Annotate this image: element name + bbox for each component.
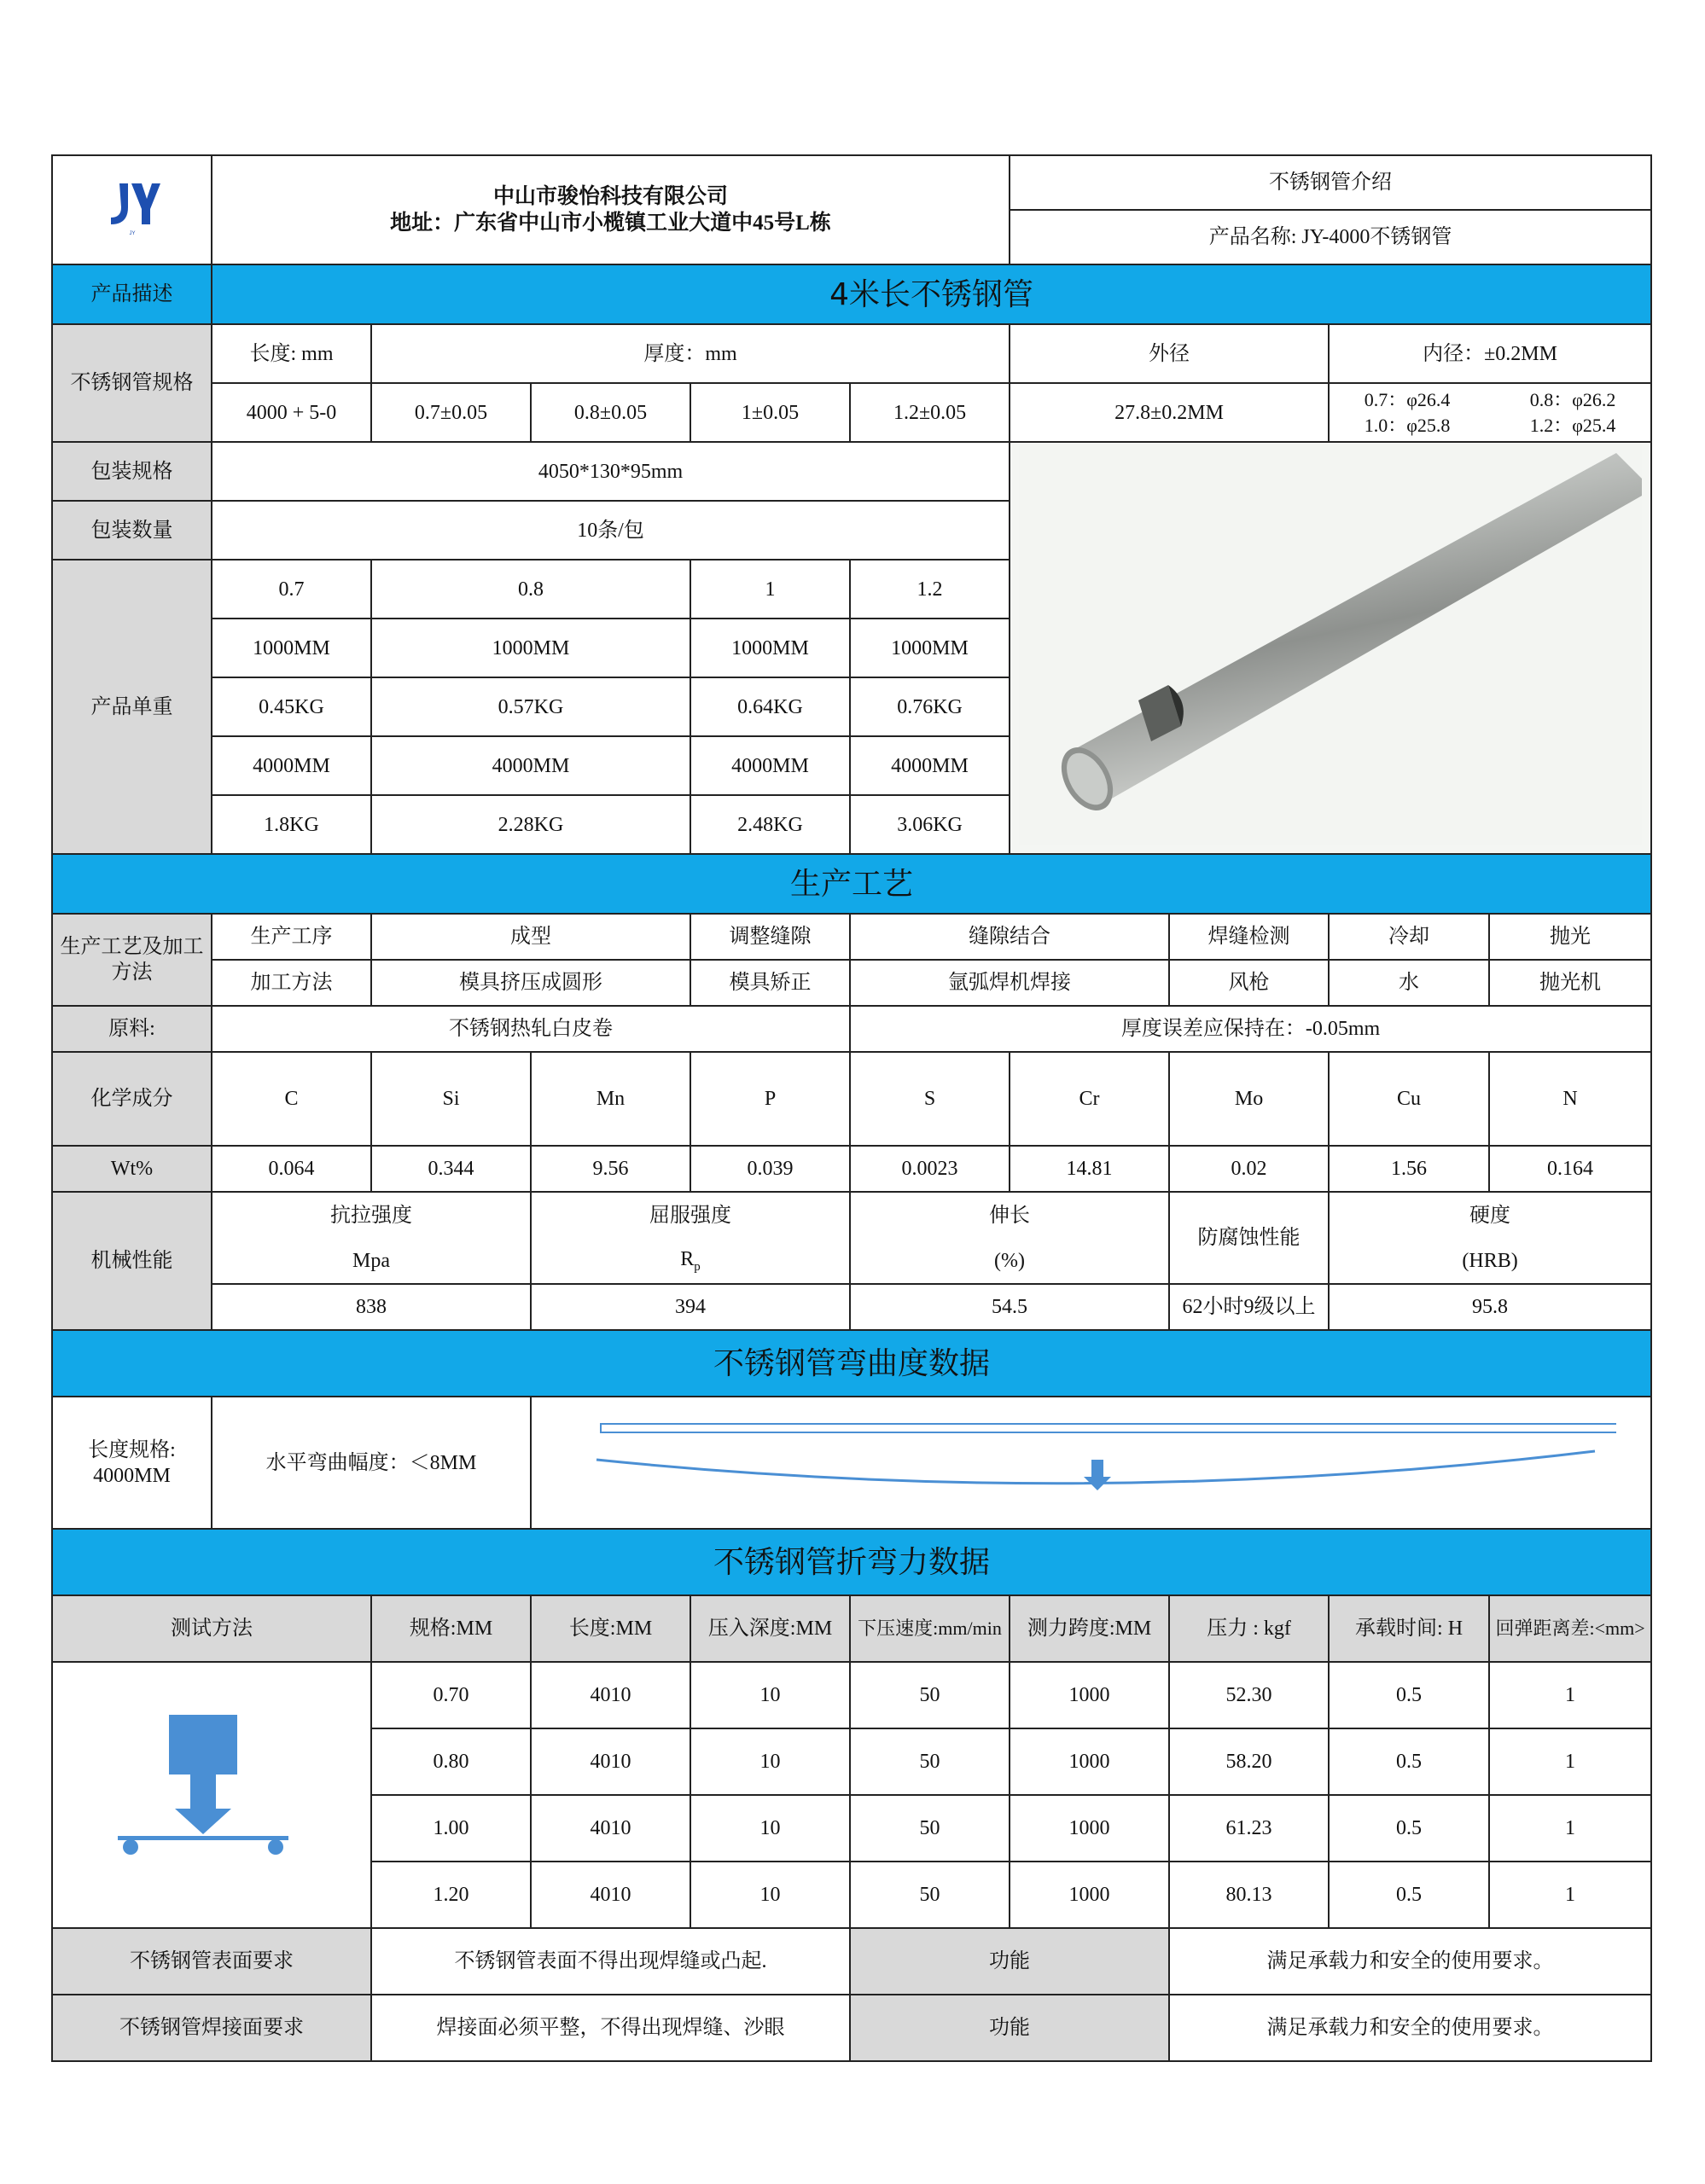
yield-unit-cell: $R_p$ [531, 1238, 850, 1284]
chem-element: Mo [1169, 1052, 1329, 1146]
weight-cell: 0.76KG [850, 677, 1010, 736]
fold-cell: 4010 [531, 1728, 690, 1795]
id-value: 1.0：φ25.8 [1364, 414, 1451, 436]
fold-cell: 1 [1489, 1728, 1651, 1795]
weight-cell: 0.7 [212, 560, 371, 619]
weight-cell: 4000MM [690, 736, 850, 795]
company-name: 中山市骏怡科技有限公司 [493, 184, 729, 208]
fold-cell: 80.13 [1169, 1862, 1329, 1928]
fold-cell: 1000 [1010, 1728, 1169, 1795]
desc-value: 4米长不锈钢管 [212, 264, 1651, 324]
fold-cell: 10 [690, 1662, 850, 1728]
fold-cell: 58.20 [1169, 1728, 1329, 1795]
wt-value: 0.344 [371, 1146, 531, 1192]
fold-header: 回弹距离差:<mm> [1489, 1595, 1651, 1662]
chem-element: Si [371, 1052, 531, 1146]
req-value: 焊接面必须平整，不得出现焊缝、沙眼 [371, 1995, 850, 2061]
material-value: 不锈钢热轧白皮卷 [212, 1006, 850, 1052]
company-header-cell [212, 155, 1010, 264]
req-label: 不锈钢管表面要求 [52, 1928, 371, 1995]
process-step: 成型 [371, 914, 690, 960]
pack-qty-label: 包装数量 [52, 501, 212, 560]
weight-cell: 0.64KG [690, 677, 850, 736]
test-method-diagram-cell [52, 1662, 371, 1928]
fold-cell: 1 [1489, 1662, 1651, 1728]
process-step: 生产工序 [212, 914, 371, 960]
mech-label: 机械性能 [52, 1192, 212, 1330]
fold-cell: 0.5 [1329, 1662, 1489, 1728]
tensile-value: 838 [212, 1284, 531, 1330]
process-step: 缝隙结合 [850, 914, 1169, 960]
wt-label: Wt% [52, 1146, 212, 1192]
weight-label: 产品单重 [52, 560, 212, 854]
thickness-value: 1±0.05 [690, 383, 850, 442]
fold-cell: 1.20 [371, 1862, 531, 1928]
fold-cell: 10 [690, 1795, 850, 1862]
wt-value: 1.56 [1329, 1146, 1489, 1192]
weight-cell: 2.28KG [371, 795, 690, 854]
chem-element: C [212, 1052, 371, 1146]
logo-cell [52, 155, 212, 264]
product-photo [1010, 442, 1651, 854]
thickness-value: 0.7±0.05 [371, 383, 531, 442]
weight-cell: 1000MM [371, 619, 690, 677]
material-label: 原料: [52, 1006, 212, 1052]
fold-header: 压入深度:MM [690, 1595, 850, 1662]
fold-cell: 61.23 [1169, 1795, 1329, 1862]
desc-label: 产品描述 [52, 264, 212, 324]
fold-cell: 50 [850, 1795, 1010, 1862]
fold-cell: 10 [690, 1862, 850, 1928]
fold-cell: 1000 [1010, 1862, 1169, 1928]
id-header: 内径：±0.2MM [1329, 324, 1651, 383]
fold-cell: 0.5 [1329, 1728, 1489, 1795]
spec-label: 不锈钢管规格 [52, 324, 212, 442]
tensile-unit: Mpa [212, 1238, 531, 1284]
pack-qty-value: 10条/包 [212, 501, 1010, 560]
weight-cell: 4000MM [850, 736, 1010, 795]
corrosion-header: 防腐蚀性能 [1169, 1192, 1329, 1284]
fold-cell: 4010 [531, 1862, 690, 1928]
yield-header: 屈服强度 [531, 1192, 850, 1238]
weight-cell: 1.8KG [212, 795, 371, 854]
fold-cell: 0.80 [371, 1728, 531, 1795]
fold-cell: 1.00 [371, 1795, 531, 1862]
wt-value: 9.56 [531, 1146, 690, 1192]
wt-value: 0.164 [1489, 1146, 1651, 1192]
weight-cell: 1 [690, 560, 850, 619]
svg-text:JY: JY [128, 231, 136, 236]
length-value: 4000 + 5-0 [212, 383, 371, 442]
hardness-value: 95.8 [1329, 1284, 1651, 1330]
process-label: 生产工艺及加工方法 [52, 914, 212, 1006]
bend-diagram [567, 1409, 1616, 1511]
elong-unit: (%) [850, 1238, 1169, 1284]
process-title: 生产工艺 [52, 854, 1651, 914]
chem-element: Cu [1329, 1052, 1489, 1146]
fold-cell: 0.5 [1329, 1795, 1489, 1862]
fold-cell: 0.70 [371, 1662, 531, 1728]
process-method: 抛光机 [1489, 960, 1651, 1006]
corrosion-value: 62小时9级以上 [1169, 1284, 1329, 1330]
id-value: 1.2：φ25.4 [1529, 414, 1616, 436]
press-test-diagram [71, 1706, 352, 1877]
bend-diagram-cell [531, 1397, 1651, 1529]
hardness-unit: (HRB) [1329, 1238, 1651, 1284]
weight-cell: 1000MM [690, 619, 850, 677]
weight-cell: 1000MM [212, 619, 371, 677]
weight-cell: 0.57KG [371, 677, 690, 736]
yield-value: 394 [531, 1284, 850, 1330]
thickness-value: 1.2±0.05 [850, 383, 1010, 442]
fold-header: 规格:MM [371, 1595, 531, 1662]
spec-sheet [51, 154, 1652, 2062]
weight-cell: 4000MM [371, 736, 690, 795]
elong-header: 伸长 [850, 1192, 1169, 1238]
steel-tube-image [1019, 444, 1642, 845]
id-value: 0.8：φ26.2 [1529, 389, 1616, 410]
chem-element: P [690, 1052, 850, 1146]
length-header: 长度: mm [212, 324, 371, 383]
fold-cell: 50 [850, 1862, 1010, 1928]
chem-element: Cr [1010, 1052, 1169, 1146]
id-value: 0.7：φ26.4 [1364, 389, 1451, 410]
wt-value: 0.02 [1169, 1146, 1329, 1192]
req-value: 不锈钢管表面不得出现焊缝或凸起. [371, 1928, 850, 1995]
weight-cell: 4000MM [212, 736, 371, 795]
process-method: 氩弧焊机焊接 [850, 960, 1169, 1006]
thickness-value: 0.8±0.05 [531, 383, 690, 442]
fold-cell: 4010 [531, 1795, 690, 1862]
weight-cell: 2.48KG [690, 795, 850, 854]
weight-cell: 1000MM [850, 619, 1010, 677]
bend-note: 水平弯曲幅度：＜8MM [212, 1397, 531, 1529]
process-method: 加工方法 [212, 960, 371, 1006]
fold-cell: 1 [1489, 1862, 1651, 1928]
process-step: 调整缝隙 [690, 914, 850, 960]
pack-spec-label: 包装规格 [52, 442, 212, 501]
process-step: 焊缝检测 [1169, 914, 1329, 960]
fold-header: 压力 : kgf [1169, 1595, 1329, 1662]
req-func-value: 满足承载力和安全的使用要求。 [1169, 1928, 1651, 1995]
fold-header: 测试方法 [52, 1595, 371, 1662]
wt-value: 0.0023 [850, 1146, 1010, 1192]
fold-cell: 4010 [531, 1662, 690, 1728]
chem-element: Mn [531, 1052, 690, 1146]
thickness-header: 厚度：mm [371, 324, 1010, 383]
elong-value: 54.5 [850, 1284, 1169, 1330]
od-header: 外径 [1010, 324, 1329, 383]
chem-label: 化学成分 [52, 1052, 212, 1146]
pack-spec-value: 4050*130*95mm [212, 442, 1010, 501]
fold-cell: 50 [850, 1662, 1010, 1728]
req-label: 不锈钢管焊接面要求 [52, 1995, 371, 2061]
weight-cell: 0.8 [371, 560, 690, 619]
fold-cell: 10 [690, 1728, 850, 1795]
req-func-label: 功能 [850, 1928, 1169, 1995]
weight-cell: 1.2 [850, 560, 1010, 619]
id-values-cell [1329, 383, 1651, 442]
process-method: 水 [1329, 960, 1489, 1006]
chem-element: N [1489, 1052, 1651, 1146]
thickness-tolerance: 厚度误差应保持在：-0.05mm [850, 1006, 1651, 1052]
fold-title: 不锈钢管折弯力数据 [52, 1529, 1651, 1595]
company-address: 地址：广东省中山市小榄镇工业大道中45号L栋 [390, 212, 831, 235]
fold-header: 下压速度:mm/min [850, 1595, 1010, 1662]
process-step: 冷却 [1329, 914, 1489, 960]
product-name: 产品名称: JY-4000不锈钢管 [1010, 210, 1651, 264]
fold-cell: 1000 [1010, 1662, 1169, 1728]
fold-cell: 0.5 [1329, 1862, 1489, 1928]
wt-value: 0.039 [690, 1146, 850, 1192]
company-logo [102, 177, 162, 236]
doc-title: 不锈钢管介绍 [1010, 155, 1651, 210]
tensile-header: 抗拉强度 [212, 1192, 531, 1238]
hardness-header: 硬度 [1329, 1192, 1651, 1238]
process-step: 抛光 [1489, 914, 1651, 960]
req-func-label: 功能 [850, 1995, 1169, 2061]
chem-element: S [850, 1052, 1010, 1146]
od-value: 27.8±0.2MM [1010, 383, 1329, 442]
bend-title: 不锈钢管弯曲度数据 [52, 1330, 1651, 1397]
req-func-value: 满足承载力和安全的使用要求。 [1169, 1995, 1651, 2061]
process-method: 模具矫正 [690, 960, 850, 1006]
wt-value: 14.81 [1010, 1146, 1169, 1192]
weight-cell: 0.45KG [212, 677, 371, 736]
fold-header: 测力跨度:MM [1010, 1595, 1169, 1662]
wt-value: 0.064 [212, 1146, 371, 1192]
process-method: 模具挤压成圆形 [371, 960, 690, 1006]
fold-cell: 1 [1489, 1795, 1651, 1862]
bend-length-label: 长度规格: 4000MM [52, 1397, 212, 1529]
fold-cell: 50 [850, 1728, 1010, 1795]
fold-header: 长度:MM [531, 1595, 690, 1662]
fold-cell: 52.30 [1169, 1662, 1329, 1728]
fold-cell: 1000 [1010, 1795, 1169, 1862]
fold-header: 承载时间: H [1329, 1595, 1489, 1662]
process-method: 风枪 [1169, 960, 1329, 1006]
weight-cell: 3.06KG [850, 795, 1010, 854]
